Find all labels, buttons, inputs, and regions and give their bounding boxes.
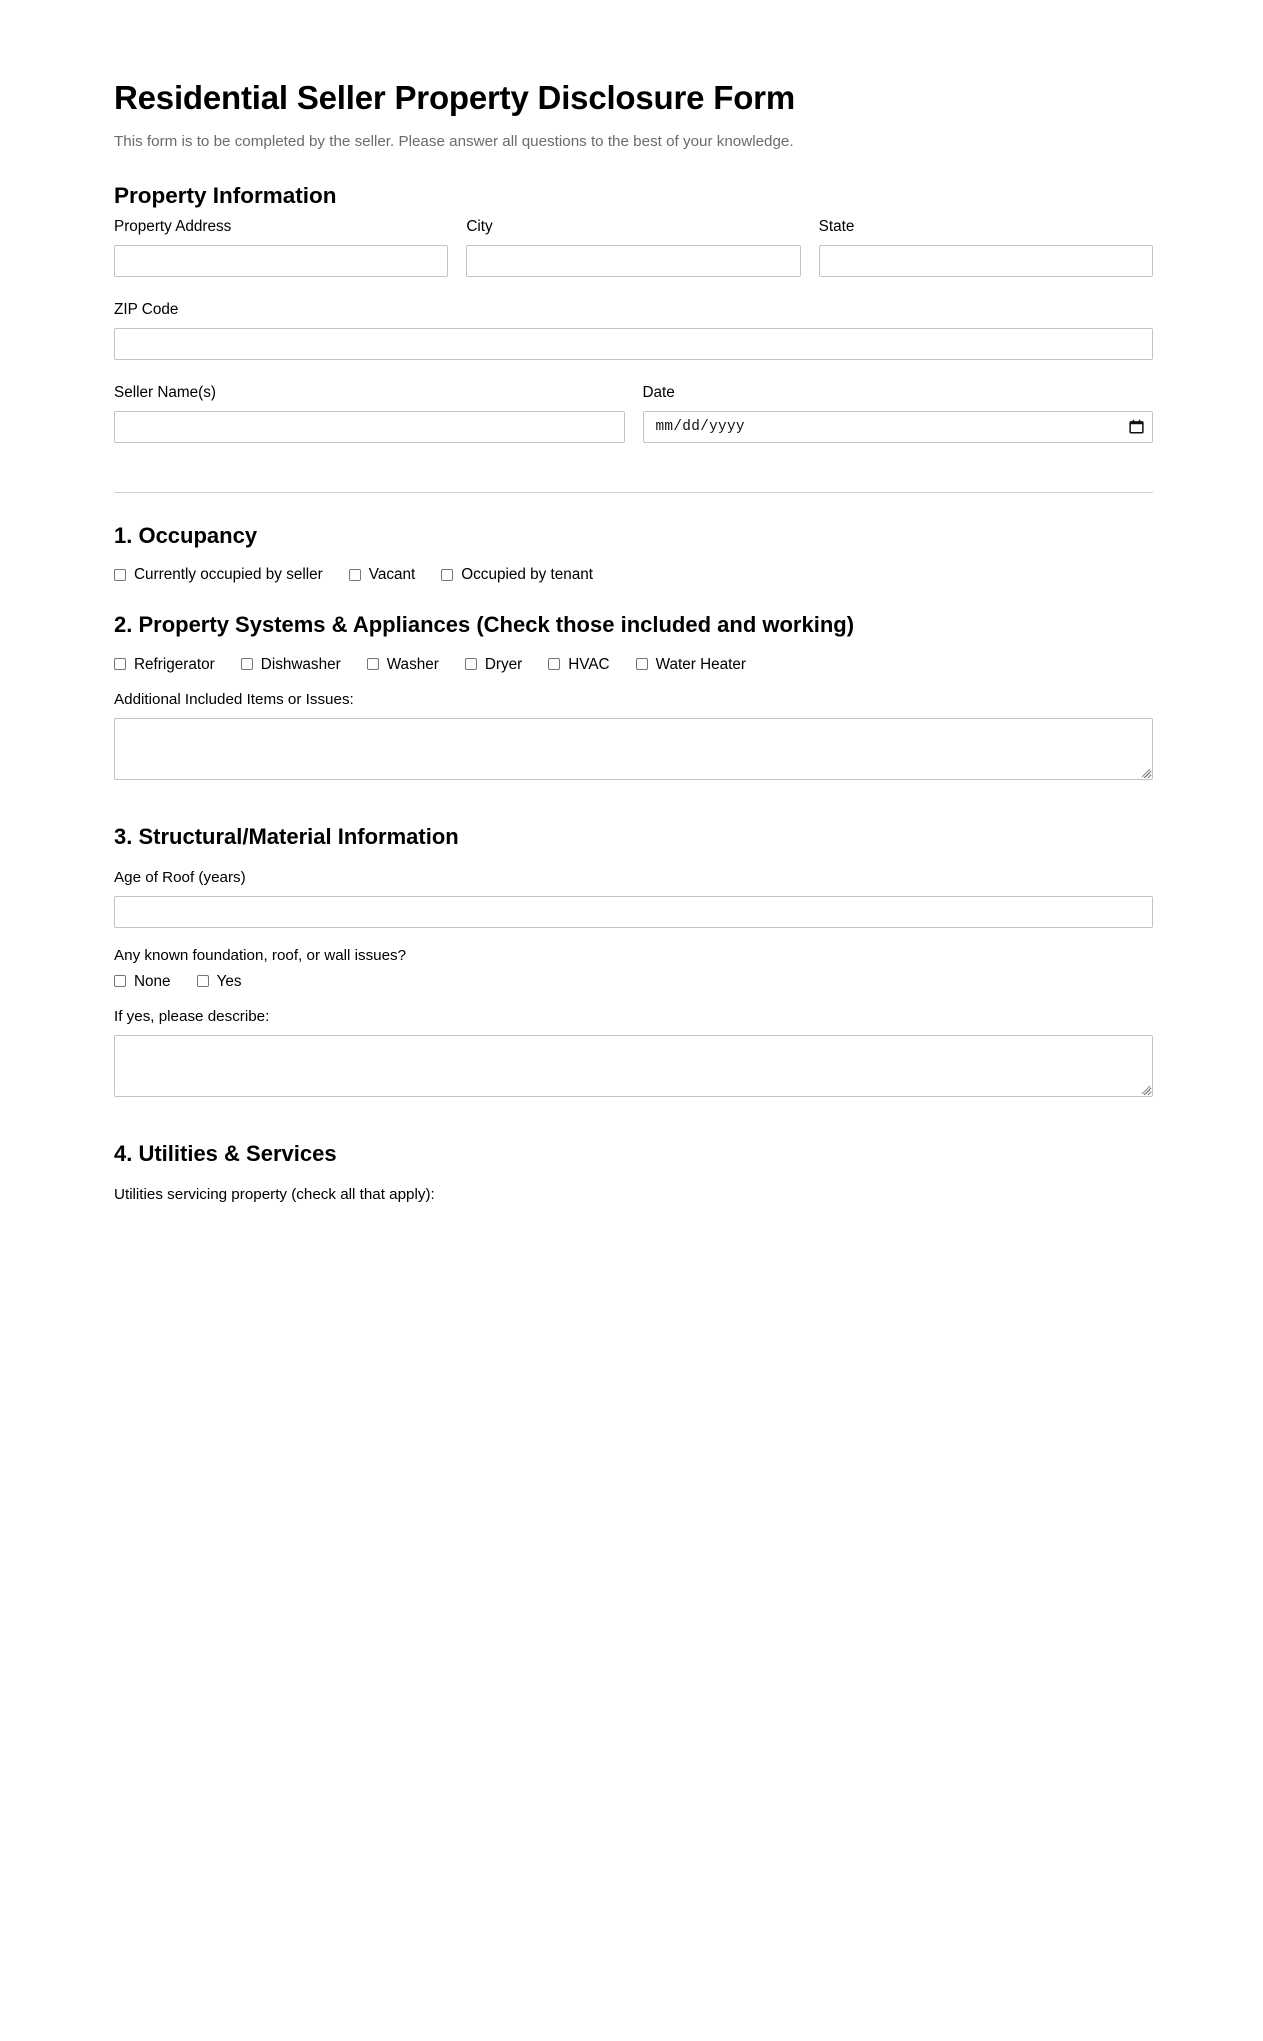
describe-issues-label: If yes, please describe: [114,1008,270,1026]
address-city-state-row [114,217,1153,277]
section-divider [114,492,1153,493]
appliances-checkbox-group [114,657,1153,672]
describe-issues-textarea[interactable] [114,1035,1153,1097]
city-field-group [466,217,800,277]
checkbox-box-icon[interactable] [114,658,126,670]
page-title: Residential Seller Property Disclosure Form [114,79,795,116]
section-3-heading: 3. Structural/Material Information [114,823,459,849]
property-address-label: Property Address [114,218,232,236]
checkbox-label: HVAC [568,655,610,673]
checkbox-label: None [134,972,171,990]
roof-age-input[interactable] [114,896,1153,928]
state-input[interactable] [819,245,1153,277]
seller-names-label: Seller Name(s) [114,383,216,401]
foundation-issues-question: Any known foundation, roof, or wall issues? [114,947,407,964]
roof-age-label: Age of Roof (years) [114,869,246,887]
checkbox-box-icon[interactable] [465,658,477,670]
checkbox-label: Vacant [368,566,416,584]
checkbox-box-icon[interactable] [114,975,126,987]
seller-names-field-group [114,383,625,443]
calendar-icon[interactable] [1129,419,1144,434]
checkbox-box-icon[interactable] [367,658,379,670]
checkbox-box-icon[interactable] [241,658,253,670]
date-input[interactable] [643,411,1154,443]
additional-items-label: Additional Included Items or Issues: [114,691,354,709]
date-label: Date [642,383,675,401]
foundation-issues-checkbox-group [114,974,1153,989]
checkbox-box-icon[interactable] [349,569,361,581]
checkbox-issues-none[interactable] [114,974,171,989]
date-placeholder-text: mm/dd/yyyy [655,418,745,435]
occupancy-checkbox-group [114,567,1153,582]
section-1-heading: 1. Occupancy [114,522,258,548]
zip-code-label: ZIP Code [114,300,179,318]
checkbox-dishwasher[interactable] [241,657,341,672]
state-label: State [818,218,855,236]
checkbox-refrigerator[interactable] [114,657,215,672]
additional-items-textarea[interactable] [114,718,1153,780]
additional-items-textarea-wrap [114,718,1153,780]
checkbox-box-icon[interactable] [441,569,453,581]
section-2-heading: 2. Property Systems & Appliances (Check those included and working) [114,612,855,638]
checkbox-water-heater[interactable] [636,657,746,672]
resize-handle-icon[interactable] [1140,1084,1151,1095]
city-input[interactable] [466,245,800,277]
property-address-input[interactable] [114,245,448,277]
section-4-heading: 4. Utilities & Services [114,1140,337,1166]
checkbox-occupied-by-tenant[interactable] [441,567,593,582]
zip-code-input[interactable] [114,328,1153,360]
checkbox-box-icon[interactable] [548,658,560,670]
checkbox-label: Water Heater [655,655,747,673]
form-subtitle: This form is to be completed by the seller. Please answer all questions to the best of your knowledge. [114,132,794,150]
checkbox-label: Washer [386,655,439,673]
checkbox-box-icon[interactable] [636,658,648,670]
city-label: City [466,218,493,236]
property-address-field-group [114,217,448,277]
checkbox-label: Refrigerator [134,655,215,673]
checkbox-label: Dryer [484,655,523,673]
seller-names-input[interactable] [114,411,625,443]
checkbox-label: Yes [216,972,242,990]
checkbox-washer[interactable] [367,657,439,672]
property-information-heading: Property Information [114,183,337,209]
checkbox-box-icon[interactable] [197,975,209,987]
zip-field-group [114,300,1153,360]
checkbox-vacant[interactable] [349,567,416,582]
checkbox-box-icon[interactable] [114,569,126,581]
checkbox-dryer[interactable] [465,657,522,672]
resize-handle-icon[interactable] [1140,767,1151,778]
date-field-group [643,383,1154,443]
state-field-group [819,217,1153,277]
describe-issues-textarea-wrap [114,1035,1153,1097]
checkbox-issues-yes[interactable] [197,974,242,989]
checkbox-label: Currently occupied by seller [134,566,323,584]
checkbox-hvac[interactable] [548,657,609,672]
seller-date-row [114,383,1153,443]
checkbox-label: Occupied by tenant [461,566,594,584]
checkbox-currently-occupied-by-seller[interactable] [114,567,323,582]
utilities-servicing-label: Utilities servicing property (check all that apply): [114,1186,435,1204]
checkbox-label: Dishwasher [260,655,341,673]
